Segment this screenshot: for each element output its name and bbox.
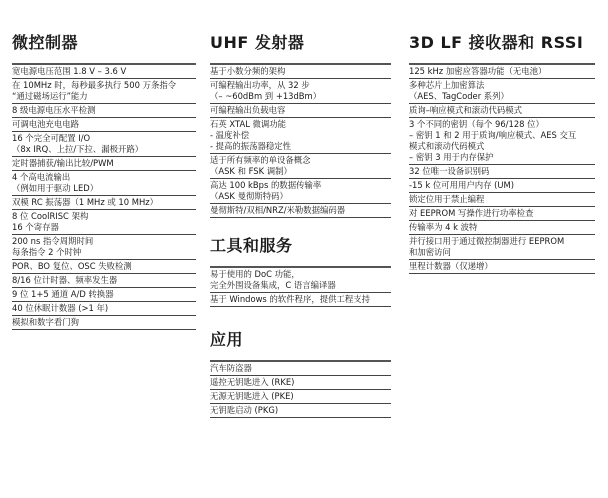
list-item bbox=[409, 65, 595, 79]
list-item bbox=[12, 132, 196, 157]
list-item bbox=[12, 79, 196, 104]
list-item bbox=[12, 302, 196, 316]
mcu-title: 微控制器 bbox=[12, 33, 79, 52]
list-item bbox=[12, 104, 196, 118]
list-item-text: 模拟和数字看门狗 bbox=[12, 317, 79, 327]
list-item-text: （ASK 和 FSK 调制） bbox=[210, 166, 292, 176]
list-item bbox=[409, 260, 595, 274]
list-item-text: 无钥匙启动 (PKG) bbox=[210, 405, 279, 415]
list-item bbox=[12, 235, 196, 260]
list-item bbox=[409, 79, 595, 104]
list-item bbox=[210, 204, 391, 218]
list-item bbox=[409, 179, 595, 193]
list-item bbox=[210, 293, 391, 307]
list-item-text: – 密钥 1 和 2 用于质询/响应模式、AES 交互 bbox=[409, 130, 577, 140]
list-item bbox=[210, 79, 391, 104]
list-item bbox=[210, 390, 391, 404]
list-item bbox=[409, 118, 595, 165]
list-item bbox=[12, 288, 196, 302]
tools-list bbox=[210, 266, 391, 307]
list-item-text: - 温度补偿 bbox=[210, 130, 250, 140]
list-item-text: （例如用于驱动 LED） bbox=[12, 183, 99, 193]
list-item-text: 石英 XTAL 微调功能 bbox=[210, 119, 287, 129]
list-item-text: 4 个高电流输出 bbox=[12, 172, 71, 182]
list-item-text: 遥控无钥匙进入 (RKE) bbox=[210, 377, 295, 387]
list-item-text: 和加密访问 bbox=[409, 247, 451, 257]
list-item-text: 定时器捕获/输出比较/PWM bbox=[12, 158, 114, 168]
tools-title: 工具和服务 bbox=[210, 236, 293, 255]
list-item bbox=[409, 235, 595, 260]
list-item-text: 3 个不同的密钥（每个 96/128 位） bbox=[409, 119, 544, 129]
list-item-text: -15 k 位可用用户内存 (UM) bbox=[409, 180, 515, 190]
list-item-text: 125 kHz 加密应答器功能（无电池） bbox=[409, 66, 547, 76]
list-item bbox=[210, 154, 391, 179]
list-item-text: 可编程输出负载电容 bbox=[210, 105, 286, 115]
list-item-text: 双模 RC 振荡器（1 MHz 或 10 MHz） bbox=[12, 197, 159, 207]
list-item-text: 曼彻斯特/双相/NRZ/米勒数据编码器 bbox=[210, 205, 346, 215]
list-item-text: 9 位 1+5 通道 A/D 转换器 bbox=[12, 289, 114, 299]
list-item bbox=[210, 104, 391, 118]
list-item bbox=[210, 376, 391, 390]
list-item bbox=[12, 196, 196, 210]
list-item bbox=[409, 207, 595, 221]
list-item-text: 高达 100 kBps 的数据传输率 bbox=[210, 180, 322, 190]
list-item bbox=[210, 179, 391, 204]
list-item-text: （ASK 曼彻斯特码） bbox=[210, 191, 288, 201]
list-item bbox=[210, 65, 391, 79]
list-item bbox=[12, 316, 196, 330]
list-item-text: 传输率为 4 k 波特 bbox=[409, 222, 478, 232]
list-item bbox=[12, 65, 196, 79]
list-item-text: 里程计数器（仅递增） bbox=[409, 261, 493, 271]
list-item-text: （– ~60dBm 到 +13dBm） bbox=[210, 91, 322, 101]
list-item-text: （8x IRQ、上拉/下拉、漏极开路） bbox=[12, 144, 144, 154]
list-item bbox=[409, 165, 595, 179]
list-item-text: 可编程输出功率，从 32 步 bbox=[210, 80, 310, 90]
list-item-text: POR、BO 复位、OSC 失败检测 bbox=[12, 261, 132, 271]
list-item-text: 适于所有频率的单设备概念 bbox=[210, 155, 311, 165]
list-item-text: 完全外围设备集成，C 语言编译器 bbox=[210, 280, 336, 290]
list-item-text: “通过磁场运行”能力 bbox=[12, 91, 88, 101]
uhf-column bbox=[210, 0, 391, 418]
list-item bbox=[409, 104, 595, 118]
list-item-text: 200 ns 指令周期时间 bbox=[12, 236, 94, 246]
list-item-text: 40 位休眠计数器 (>1 年) bbox=[12, 303, 109, 313]
list-item-text: 8/16 位计时器、频率发生器 bbox=[12, 275, 118, 285]
list-item-text: 每条指令 2 个时钟 bbox=[12, 247, 82, 257]
list-item-text: 汽车防盗器 bbox=[210, 363, 252, 373]
list-item-text: 宽电源电压范围 1.8 V – 3.6 V bbox=[12, 66, 127, 76]
list-item bbox=[409, 193, 595, 207]
list-item bbox=[210, 404, 391, 418]
list-item bbox=[12, 118, 196, 132]
list-item-text: 模式和滚动代码模式 bbox=[409, 141, 485, 151]
list-item-text: 无源无钥匙进入 (PKE) bbox=[210, 391, 294, 401]
uhf-list bbox=[210, 63, 391, 218]
list-item-text: 32 位唯一设备识别码 bbox=[409, 166, 490, 176]
list-item bbox=[210, 118, 391, 154]
mcu-list bbox=[12, 63, 196, 330]
list-item bbox=[210, 362, 391, 376]
lf-list bbox=[409, 63, 595, 274]
mcu-column bbox=[12, 0, 196, 330]
list-item-text: 对 EEPROM 写操作进行功率检查 bbox=[409, 208, 534, 218]
list-item-text: 易于使用的 DoC 功能， bbox=[210, 269, 300, 279]
list-item-text: 并行接口用于通过微控制器进行 EEPROM bbox=[409, 236, 565, 246]
list-item bbox=[12, 260, 196, 274]
list-item-text: 多种芯片上加密算法 bbox=[409, 80, 485, 90]
list-item-text: 16 个寄存器 bbox=[12, 222, 59, 232]
list-item bbox=[12, 274, 196, 288]
list-item-text: 锁定位用于禁止编程 bbox=[409, 194, 485, 204]
app-title: 应用 bbox=[210, 330, 244, 349]
list-item-text: 可调电池充电电路 bbox=[12, 119, 79, 129]
list-item-text: 基于小数分频的架构 bbox=[210, 66, 286, 76]
list-item bbox=[210, 268, 391, 293]
list-item bbox=[409, 221, 595, 235]
list-item-text: 16 个完全可配置 I/O bbox=[12, 133, 91, 143]
list-item bbox=[12, 171, 196, 196]
list-item-text: 质询–响应模式和滚动代码模式 bbox=[409, 105, 523, 115]
uhf-title: UHF 发射器 bbox=[210, 33, 305, 52]
list-item-text: - 提高的振荡器稳定性 bbox=[210, 141, 292, 151]
list-item-text: 基于 Windows 的软件程序，提供工程支持 bbox=[210, 294, 370, 304]
list-item-text: 8 位 CoolRISC 架构 bbox=[12, 211, 89, 221]
list-item-text: 8 级电源电压水平检测 bbox=[12, 105, 96, 115]
app-list bbox=[210, 360, 391, 418]
list-item-text: – 密钥 3 用于内存保护 bbox=[409, 152, 494, 162]
list-item bbox=[12, 210, 196, 235]
list-item bbox=[12, 157, 196, 171]
lf-column bbox=[409, 0, 595, 274]
list-item-text: （AES、TagCoder 系列） bbox=[409, 91, 509, 101]
list-item-text: 在 10MHz 时，每秒最多执行 500 万条指令 bbox=[12, 80, 177, 90]
lf-title: 3D LF 接收器和 RSSI bbox=[409, 33, 584, 52]
